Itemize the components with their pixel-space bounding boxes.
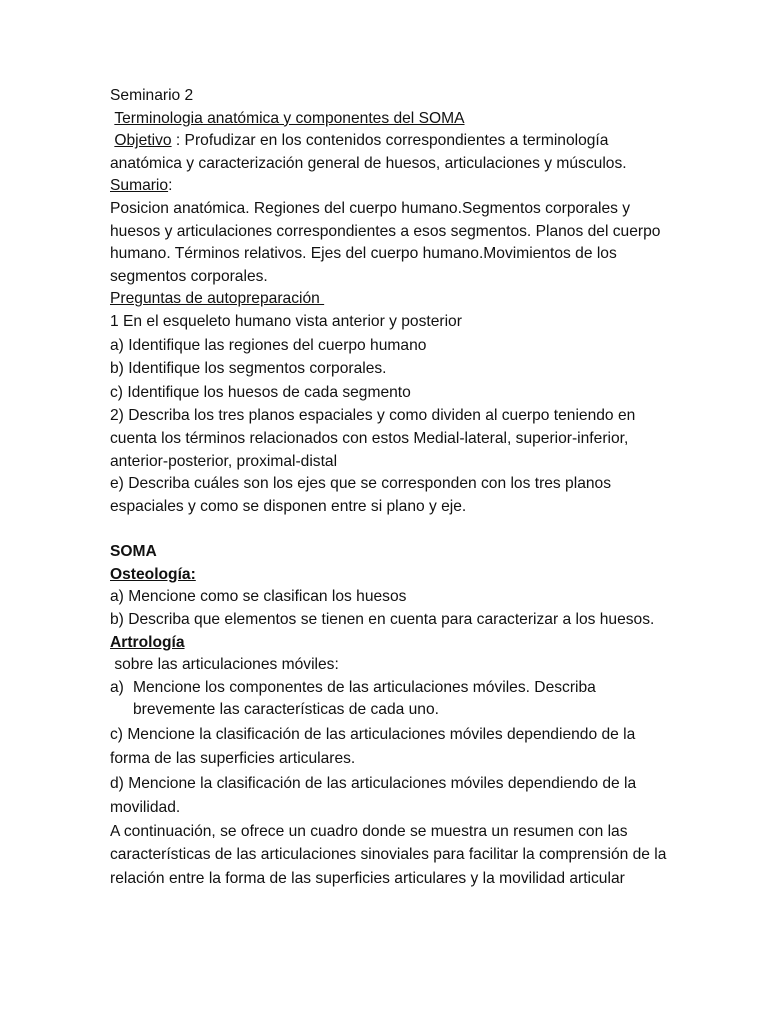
document-page bbox=[110, 85, 670, 890]
document-title: Seminario 2 bbox=[110, 87, 194, 104]
question-1b: b) Identifique los segmentos corporales. bbox=[110, 360, 387, 378]
summary-label: Sumario bbox=[110, 177, 169, 195]
closing-paragraph: A continuación, se ofrece un cuadro donde se muestra un resumen con las características de las articulaciones sinoviales para facilitar la comprensión de la relación entre la forma de las superficies articulares y la movilidad articular bbox=[110, 823, 667, 887]
arthrology-a-label: a) bbox=[110, 678, 124, 696]
objective-paragraph bbox=[110, 130, 670, 175]
question-1c: c) Identifique los huesos de cada segmento bbox=[110, 383, 411, 401]
osteology-b: b) Describa que elementos se tienen en cuenta para caracterizar a los huesos. bbox=[110, 611, 655, 629]
subtitle-text: Terminologia anatómica y componentes del SOMA bbox=[114, 109, 465, 127]
document-subtitle bbox=[110, 108, 670, 131]
question-1a: a) Identifique las regiones del cuerpo humano bbox=[110, 336, 427, 354]
objective-label: Objetivo bbox=[114, 132, 172, 150]
arthrology-d: d) Mencione la clasificación de las articulaciones móviles dependiendo de la movilidad. bbox=[110, 775, 637, 817]
arthrology-a-text: Mencione los componentes de las articulaciones móviles. Describa brevemente las características de cada uno. bbox=[133, 678, 596, 719]
arthrology-c: c) Mencione la clasificación de las articulaciones móviles dependiendo de la forma de las superficies articulares. bbox=[110, 726, 636, 768]
summary-heading bbox=[110, 175, 670, 198]
question-e: e) Describa cuáles son los ejes que se corresponden con los tres planos espaciales y como se disponen entre si plano y eje. bbox=[110, 475, 612, 515]
objective-text: : Profudizar en los contenidos correspondientes a terminología anatómica y caracterización general de huesos, articulaciones y músculos. bbox=[110, 132, 627, 172]
questions-heading bbox=[110, 288, 670, 311]
summary-colon: : bbox=[168, 177, 173, 195]
arthrology-intro: sobre las articulaciones móviles: bbox=[110, 656, 339, 674]
question-2: 2) Describa los tres planos espaciales y como dividen al cuerpo teniendo en cuenta los términos relacionados con estos Medial-lateral, superior-inferior, anterior-posterior, proximal-distal bbox=[110, 407, 636, 470]
osteology-heading: Osteología: bbox=[110, 565, 196, 583]
arthrology-a bbox=[110, 677, 670, 722]
soma-heading: SOMA bbox=[110, 543, 157, 561]
question-1: 1 En el esqueleto humano vista anterior y posterior bbox=[110, 312, 462, 330]
arthrology-heading: Artrología bbox=[110, 633, 185, 651]
questions-label: Preguntas de autopreparación bbox=[110, 290, 325, 308]
osteology-a: a) Mencione como se clasifican los huesos bbox=[110, 588, 407, 606]
summary-text: Posicion anatómica. Regiones del cuerpo humano.Segmentos corporales y huesos y articulaciones correspondientes a esos segmentos. Planos del cuerpo humano. Términos relativos. Ejes del cuerpo humano.Movimientos de los segmentos corporales. bbox=[110, 199, 661, 285]
